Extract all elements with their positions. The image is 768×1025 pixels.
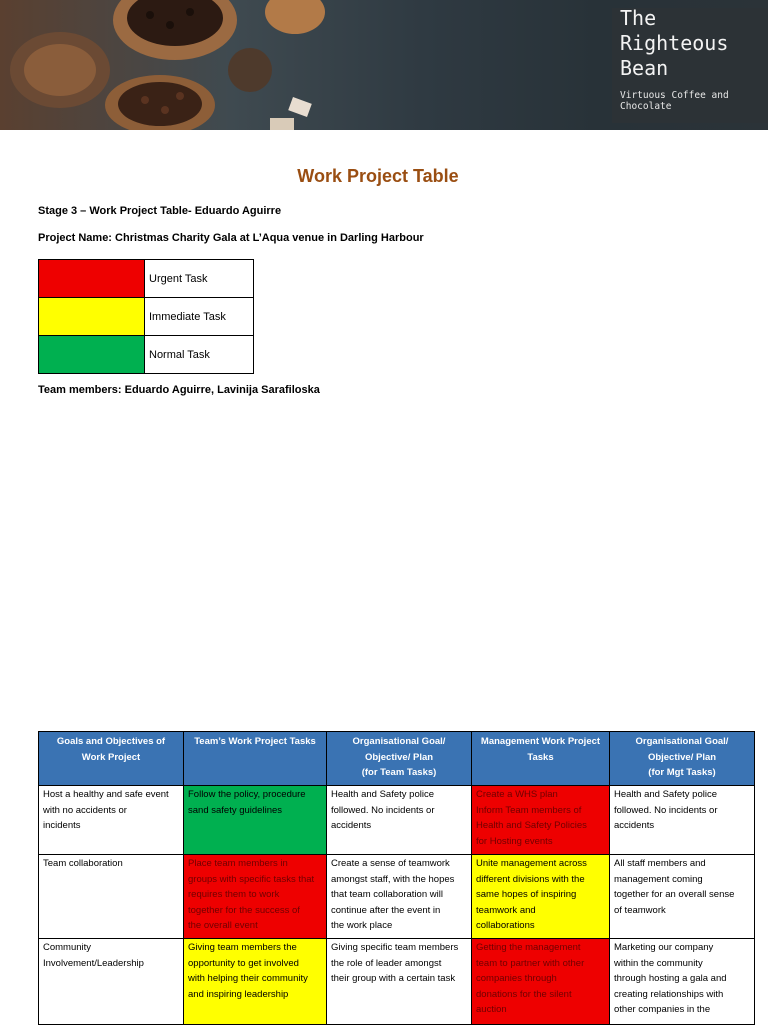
table-cell-urgent: Place team members in groups with specific tasks that requires them to work together for the success of the overall event bbox=[184, 855, 327, 939]
legend-swatch-red bbox=[39, 260, 145, 298]
header-banner bbox=[0, 0, 768, 130]
table-header-row bbox=[39, 732, 755, 786]
legend-label: Immediate Task bbox=[145, 298, 254, 336]
legend-row-urgent bbox=[39, 260, 254, 298]
work-project-table bbox=[38, 731, 755, 1025]
col-header: Organisational Goal/ Objective/ Plan (for Team Tasks) bbox=[327, 732, 472, 786]
table-row bbox=[39, 939, 755, 1025]
stage-line: Stage 3 – Work Project Table- Eduardo Aguirre bbox=[38, 205, 282, 217]
table-row bbox=[39, 786, 755, 855]
table-cell: Community Involvement/Leadership bbox=[39, 939, 184, 1025]
table-cell: Health and Safety police followed. No incidents or accidents bbox=[610, 786, 755, 855]
table-cell-urgent: Create a WHS plan Inform Team members of Health and Safety Policies for Hosting events bbox=[472, 786, 610, 855]
table-cell: Team collaboration bbox=[39, 855, 184, 939]
col-header: Organisational Goal/ Objective/ Plan (for Mgt Tasks) bbox=[610, 732, 755, 786]
table-cell: Host a healthy and safe event with no accidents or incidents bbox=[39, 786, 184, 855]
document-title: Work Project Table bbox=[297, 166, 459, 186]
table-cell-urgent: Getting the management team to partner with other companies through donations for the silent auction bbox=[472, 939, 610, 1025]
priority-legend bbox=[38, 259, 254, 374]
col-header: Goals and Objectives of Work Project bbox=[39, 732, 184, 786]
legend-swatch-green bbox=[39, 336, 145, 374]
table-cell: Marketing our company within the community through hosting a gala and creating relationships with other companies in the bbox=[610, 939, 755, 1025]
table-cell-normal: Follow the policy, procedure sand safety guidelines bbox=[184, 786, 327, 855]
table-cell: All staff members and management coming together for an overall sense of teamwork bbox=[610, 855, 755, 939]
table-cell-immediate: Giving team members the opportunity to get involved with helping their community and inspiring leadership bbox=[184, 939, 327, 1025]
brand-logo-title: The Righteous Bean bbox=[620, 6, 729, 80]
table-row bbox=[39, 855, 755, 939]
col-header: Team’s Work Project Tasks bbox=[184, 732, 327, 786]
table-cell: Create a sense of teamwork amongst staff, with the hopes that team collaboration will continue after the event in the work place bbox=[327, 855, 472, 939]
legend-label: Urgent Task bbox=[145, 260, 254, 298]
project-name-line: Project Name: Christmas Charity Gala at L’Aqua venue in Darling Harbour bbox=[38, 232, 424, 244]
legend-row-normal bbox=[39, 336, 254, 374]
legend-label: Normal Task bbox=[145, 336, 254, 374]
col-header: Management Work Project Tasks bbox=[472, 732, 610, 786]
legend-swatch-yellow bbox=[39, 298, 145, 336]
table-cell-immediate: Unite management across different divisions with the same hopes of inspiring teamwork and collaborations bbox=[472, 855, 610, 939]
legend-row-immediate bbox=[39, 298, 254, 336]
table-cell: Health and Safety police followed. No incidents or accidents bbox=[327, 786, 472, 855]
table-cell: Giving specific team members the role of leader amongst their group with a certain task bbox=[327, 939, 472, 1025]
brand-tagline: Virtuous Coffee and Chocolate bbox=[620, 90, 729, 112]
team-members-line: Team members: Eduardo Aguirre, Lavinija Sarafiloska bbox=[38, 384, 320, 396]
